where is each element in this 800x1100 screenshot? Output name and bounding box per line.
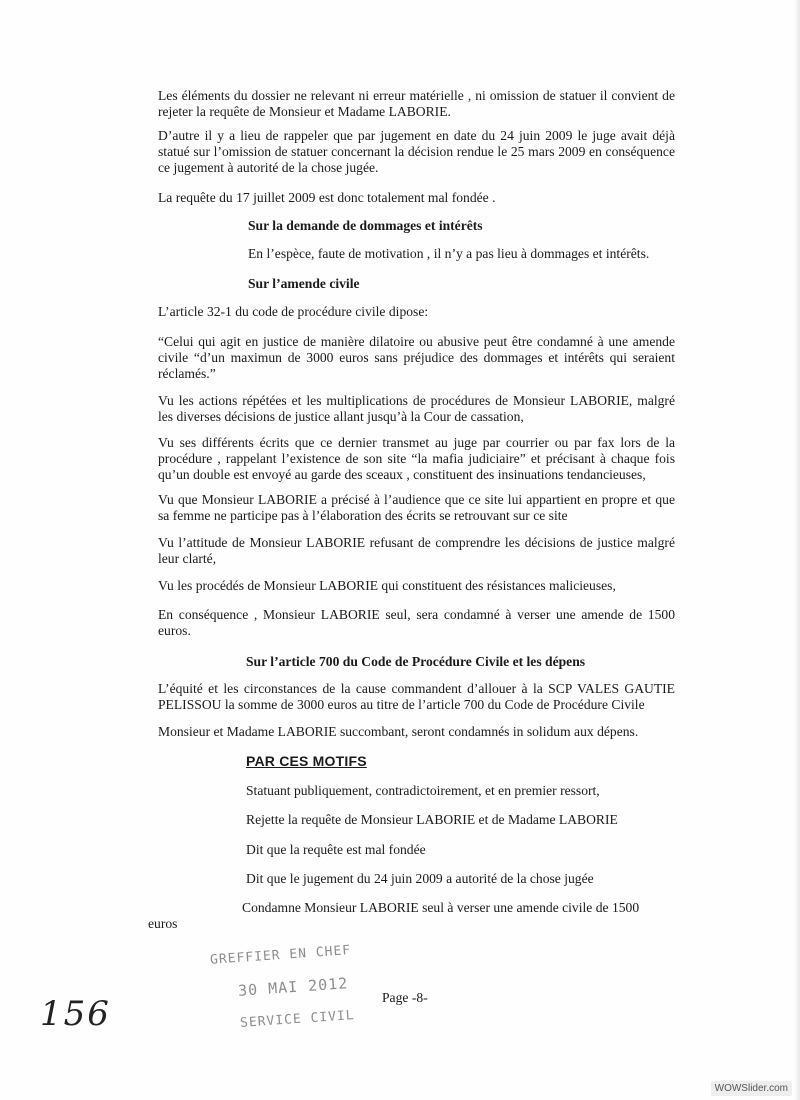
stamp-date: 30 MAI 2012 — [237, 974, 349, 1000]
scan-edge-shadow — [794, 0, 800, 1100]
motif-mal-fondee: Dit que la requête est mal fondée — [246, 842, 426, 857]
paragraph-depens: Monsieur et Madame LABORIE succombant, seront condamnés in solidum aux dépens. — [158, 724, 639, 739]
paragraph-citation-article: “Celui qui agit en justice de manière dilatoire ou abusive peut être condamné à une amende civile “d’un maximun de 3000 euros sans préjudice des dommages et intérêts qui seraient réclamés.” — [158, 334, 675, 381]
heading-article-700: Sur l’article 700 du Code de Procédure Civile et les dépens — [246, 654, 586, 669]
paragraph-jugement-24-juin: D’autre il y a lieu de rappeler que par jugement en date du 24 juin 2009 le juge avait déjà statué sur l’omission de statuer concernant la décision rendue le 25 mars 2009 en conséquence ce jugement à autorité de la chose jugée. — [158, 128, 675, 175]
paragraph-article-32-1: L’article 32-1 du code de procédure civile dipose: — [158, 304, 429, 319]
paragraph-consequence-amende: En conséquence , Monsieur LABORIE seul, sera condamné à verser une amende de 1500 euros. — [158, 607, 675, 638]
paragraph-requete-mal-fondee: La requête du 17 juillet 2009 est donc totalement mal fondée . — [158, 190, 496, 205]
heading-dommages-interets: Sur la demande de dommages et intérêts — [248, 218, 483, 233]
paragraph-procedes: Vu les procédés de Monsieur LABORIE qui constituent des résistances malicieuses, — [158, 578, 616, 593]
motif-condamne-euros: euros — [148, 916, 178, 931]
paragraph-ecrits: Vu ses différents écrits que ce dernier transmet au juge par courrier ou par fax lors de la procédure , rappelant l’existence de son site “la mafia judiciaire” et précisant à chaque fois qu’un double est envoyé au garde des sceaux , constituent des insinuations tendancieuses, — [158, 435, 675, 482]
heading-amende-civile: Sur l’amende civile — [248, 276, 360, 291]
watermark-label: WOWSlider.com — [711, 1081, 792, 1096]
stamp-service-civil: SERVICE CIVIL — [239, 1008, 356, 1031]
heading-par-ces-motifs: PAR CES MOTIFS — [246, 753, 367, 769]
motif-rejette: Rejette la requête de Monsieur LABORIE et de Madame LABORIE — [246, 812, 618, 827]
paragraph-equite: L’équité et les circonstances de la cause commandent d’allouer à la SCP VALES GAUTIE PELISSOU la somme de 3000 euros au titre de l’article 700 du Code de Procédure Civile — [158, 681, 675, 712]
handwritten-page-number: 156 — [40, 994, 111, 1034]
page-number: Page -8- — [382, 990, 428, 1005]
paragraph-actions-repetees: Vu les actions répétées et les multiplications de procédures de Monsieur LABORIE, malgré les diverses décisions de justice allant jusqu’à la Cour de cassation, — [158, 393, 675, 424]
paragraph-attitude: Vu l’attitude de Monsieur LABORIE refusant de comprendre les décisions de justice malgré leur clarté, — [158, 535, 675, 566]
motif-statuant: Statuant publiquement, contradictoirement, et en premier ressort, — [246, 783, 600, 798]
motif-autorite: Dit que le jugement du 24 juin 2009 a autorité de la chose jugée — [246, 871, 594, 886]
stamp-greffier-en-chef: GREFFIER EN CHEF — [209, 943, 352, 968]
paragraph-erreur-materielle: Les éléments du dossier ne relevant ni erreur matérielle , ni omission de statuer il convient de rejeter la requête de Monsieur et Madame LABORIE. — [158, 88, 675, 119]
paragraph-faute-motivation: En l’espèce, faute de motivation , il n’y a pas lieu à dommages et intérêts. — [248, 246, 650, 261]
paragraph-site-propre: Vu que Monsieur LABORIE a précisé à l’audience que ce site lui appartient en propre et que sa femme ne participe pas à l’élaboration des écrits se retrouvant sur ce site — [158, 492, 675, 523]
motif-condamne: Condamne Monsieur LABORIE seul à verser une amende civile de 1500 — [242, 900, 640, 915]
